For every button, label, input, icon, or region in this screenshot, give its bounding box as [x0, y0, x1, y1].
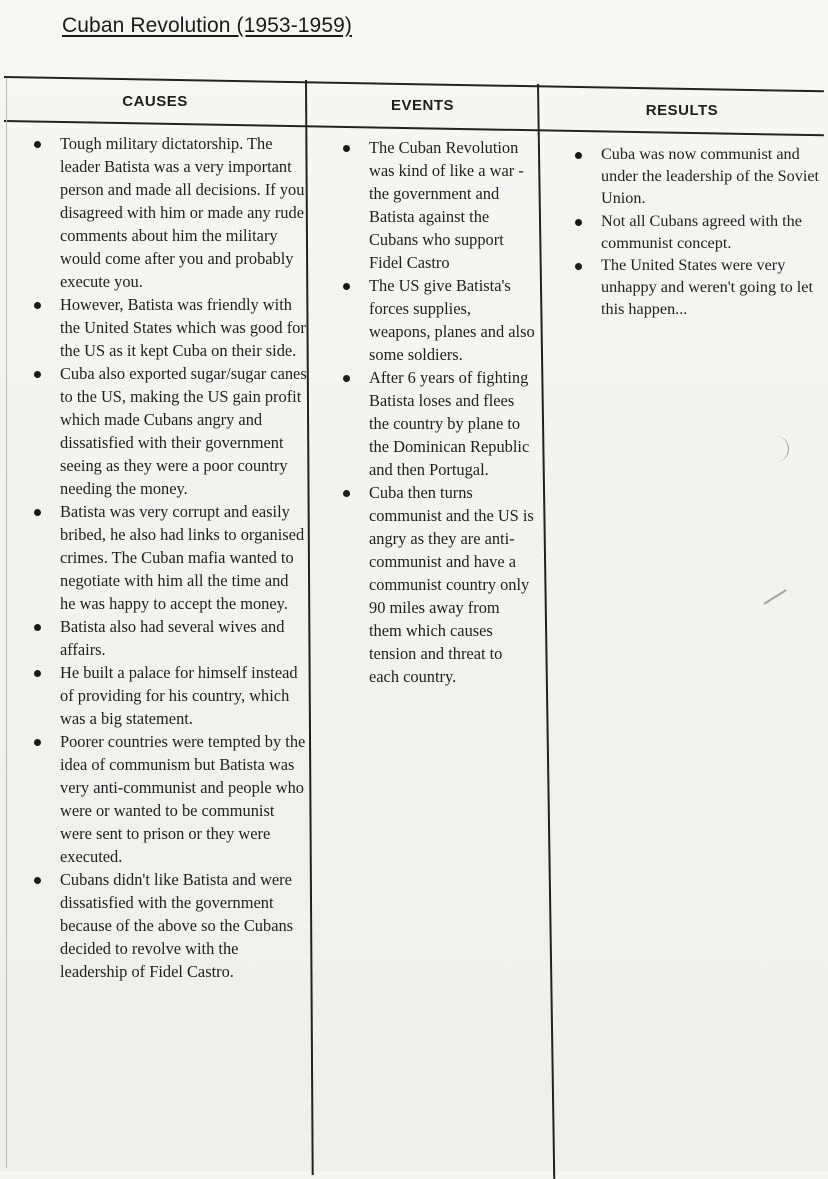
cause-item: However, Batista was friendly with the United States which was good for the US as it kept Cuba on their side. [60, 293, 308, 362]
results-list [601, 143, 821, 321]
event-item: The US give Batista's forces supplies, weapons, planes and also some soldiers. [369, 276, 535, 364]
cause-item: He built a palace for himself instead of providing for his country, which was a big statement. [60, 661, 308, 730]
cause-item: Tough military dictatorship. The leader Batista was a very important person and made all decisions. If you disagreed with him or made any rude comments about him the military would come after you and probably execute you. [60, 132, 308, 293]
column-header-causes: CAUSES [122, 93, 188, 110]
events-column [369, 136, 535, 688]
result-item: Cuba was now communist and under the leadership of the Soviet Union. [601, 143, 821, 210]
column-divider-events-results [537, 84, 555, 1179]
cause-item: Batista was very corrupt and easily bribed, he also had links to organised crimes. The Cuban mafia wanted to negotiate with him all the time and he was happy to accept the money. [60, 500, 308, 615]
result-item: The United States were very unhappy and weren't going to let this happen... [601, 254, 821, 321]
column-header-events: EVENTS [390, 97, 454, 114]
pencil-mark [774, 436, 789, 462]
cause-item: Poorer countries were tempted by the idea of communism but Batista was very anti-communist and people who were or wanted to be communist were sent to prison or they were executed. [60, 730, 308, 868]
event-item: The Cuban Revolution was kind of like a war - the government and Batista against the Cubans who support Fidel Castro [369, 136, 535, 274]
results-column [601, 143, 821, 321]
cause-item: Cubans didn't like Batista and were dissatisfied with the government because of the above so the Cubans decided to revolve with the leadership of Fidel Castro. [60, 868, 308, 983]
column-header-results: RESULTS [645, 102, 719, 119]
event-item: After 6 years of fighting Batista loses and flees the country by plane to the Dominican Republic and then Portugal. [369, 366, 535, 481]
result-item: Not all Cubans agreed with the communist concept. [601, 210, 821, 254]
pencil-mark [764, 589, 787, 604]
page-title: Cuban Revolution (1953-1959) [62, 14, 352, 37]
events-list [369, 136, 535, 688]
event-item: Cuba then turns communist and the US is angry as they are anti-communist and have a communist country only 90 miles away from them which causes tension and threat to each country. [369, 483, 534, 686]
causes-list [60, 132, 308, 983]
causes-column [60, 132, 308, 983]
cause-item: Cuba also exported sugar/sugar canes to the US, making the US gain profit which made Cubans angry and dissatisfied with their government seeing as they were a poor country needing the money. [60, 364, 307, 498]
table-left-edge [6, 78, 7, 1168]
table-top-border [4, 76, 824, 92]
cause-item: Batista also had several wives and affairs. [60, 615, 308, 661]
